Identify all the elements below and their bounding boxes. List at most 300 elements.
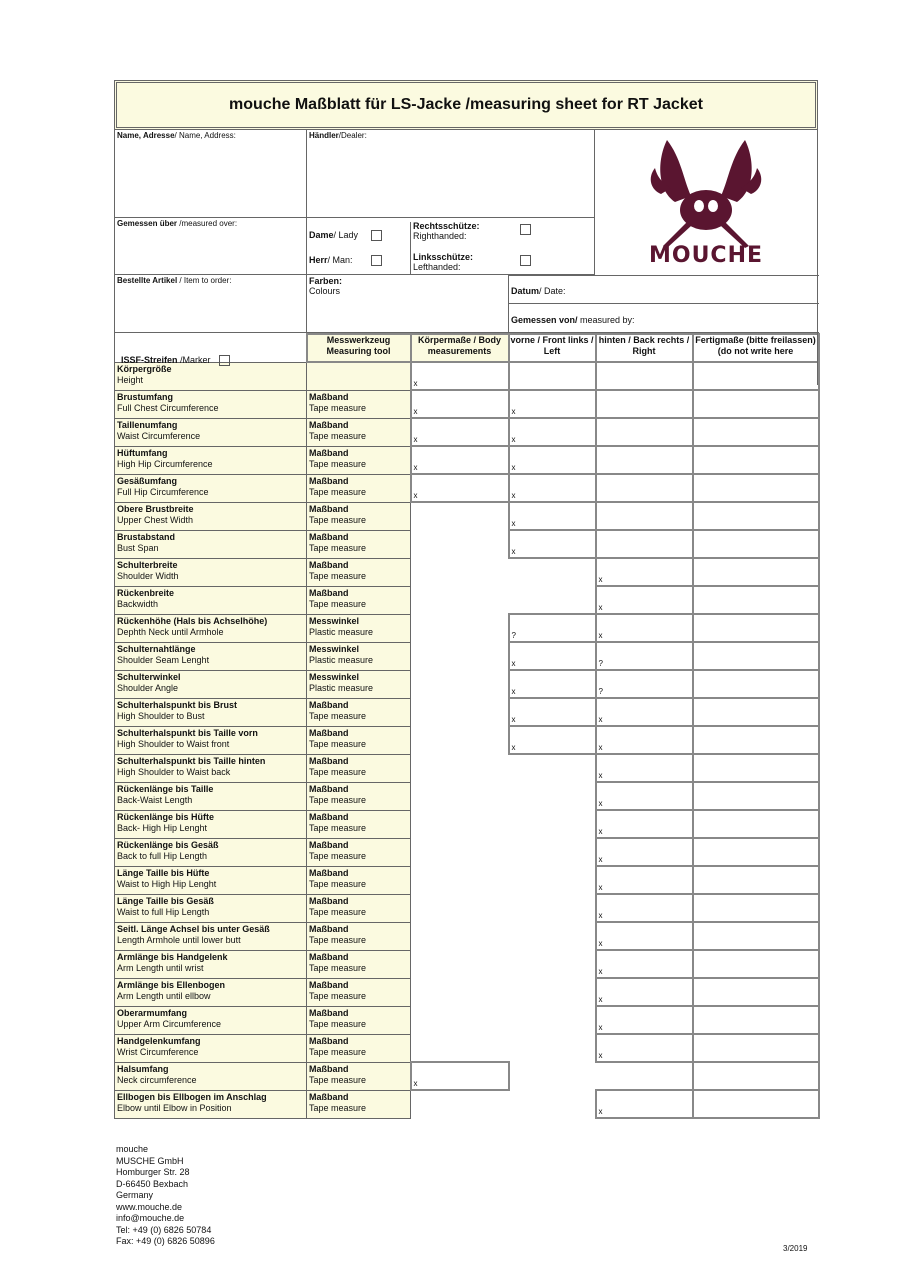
measurement-name-de: Rückenbreite [117, 587, 175, 598]
empty-cell [509, 1034, 596, 1062]
tool-name-en: Tape measure [309, 1074, 367, 1085]
measurement-name-de: Schulterhalspunkt bis Taille hinten [117, 755, 266, 766]
measurement-label [115, 1062, 307, 1090]
empty-cell [509, 754, 596, 782]
input-hint: x [511, 435, 516, 444]
right-handed-checkbox[interactable] [520, 224, 531, 235]
back-measurement-input[interactable] [596, 726, 693, 754]
marker-header [115, 333, 307, 385]
front-measurement-input[interactable] [509, 530, 596, 558]
body-measurement-input[interactable] [411, 474, 509, 502]
empty-cell [411, 670, 509, 698]
input-hint: ? [598, 659, 603, 668]
measuring-sheet [114, 80, 818, 1119]
measurement-label [115, 642, 307, 670]
tool-name-de: Maßband [309, 559, 349, 570]
name-field[interactable] [115, 130, 307, 218]
input-hint: x [511, 659, 516, 668]
tool-name-de: Maßband [309, 475, 349, 486]
back-measurement-input[interactable] [596, 530, 693, 558]
input-hint: x [413, 1079, 418, 1088]
tool-name-de: Maßband [309, 839, 349, 850]
input-hint: x [598, 1023, 603, 1032]
measurements-table [114, 333, 820, 1119]
measurement-name-de: Taillenumfang [117, 419, 178, 430]
front-measurement-input[interactable] [509, 362, 596, 390]
tool-name-en: Plastic measure [309, 654, 374, 665]
measurement-name-de: Gesäßumfang [117, 475, 178, 486]
back-measurement-input[interactable] [596, 474, 693, 502]
input-hint: x [598, 883, 603, 892]
tool-name-de: Maßband [309, 391, 349, 402]
back-measurement-input[interactable] [596, 502, 693, 530]
measurement-name-en: Dephth Neck until Armhole [117, 626, 224, 637]
tool-name-de: Maßband [309, 923, 349, 934]
table-row [115, 922, 819, 950]
finished-measurement-input[interactable] [693, 782, 819, 810]
tool-name-en: Plastic measure [309, 682, 374, 693]
finished-measurement-input[interactable] [693, 1006, 819, 1034]
measuring-tool [307, 474, 411, 502]
name-label-en: / Name, Address: [174, 131, 236, 140]
input-hint: x [511, 519, 516, 528]
input-hint: x [413, 407, 418, 416]
table-row [115, 558, 819, 586]
finished-measurement-input[interactable] [693, 894, 819, 922]
input-hint: x [598, 799, 603, 808]
empty-cell [509, 922, 596, 950]
back-measurement-input[interactable] [596, 1090, 693, 1118]
measurement-name-de: Körpergröße [117, 363, 172, 374]
measurement-name-en: High Hip Circumference [117, 458, 213, 469]
measuring-tool [307, 950, 411, 978]
back-measurement-input[interactable] [596, 418, 693, 446]
address-line: D-66450 Bexbach [116, 1178, 189, 1189]
finished-measurement-input[interactable] [693, 922, 819, 950]
measurement-name-de: Länge Taille bis Hüfte [117, 867, 210, 878]
lady-label-en: / Lady [333, 230, 359, 240]
measuring-tool [307, 670, 411, 698]
front-measurement-input[interactable] [509, 446, 596, 474]
measurement-name-en: Height [117, 374, 144, 385]
empty-cell [411, 1006, 509, 1034]
tool-name-de: Maßband [309, 699, 349, 710]
lady-option[interactable] [307, 222, 411, 246]
finished-measurement-input[interactable] [693, 978, 819, 1006]
back-measurement-input[interactable] [596, 894, 693, 922]
measurement-name-de: Länge Taille bis Gesäß [117, 895, 214, 906]
measurement-name-en: Bust Span [117, 542, 159, 553]
dealer-field[interactable] [307, 130, 595, 218]
table-row [115, 642, 819, 670]
input-hint: x [598, 715, 603, 724]
measuring-tool [307, 642, 411, 670]
measuring-tool [307, 1006, 411, 1034]
measuring-tool [307, 586, 411, 614]
tool-name-de: Maßband [309, 895, 349, 906]
table-row [115, 1034, 819, 1062]
front-measurement-input[interactable] [509, 474, 596, 502]
table-row [115, 502, 819, 530]
input-hint: x [598, 631, 603, 640]
measuring-tool [307, 838, 411, 866]
measurement-name-de: Seitl. Länge Achsel bis unter Gesäß [117, 923, 270, 934]
finished-measurement-input[interactable] [693, 614, 819, 642]
table-row [115, 698, 819, 726]
tool-name-en: Tape measure [309, 542, 367, 553]
empty-cell [509, 810, 596, 838]
mouche-logo [595, 130, 817, 270]
finished-measurement-input[interactable] [693, 810, 819, 838]
finished-measurement-input[interactable] [693, 418, 819, 446]
tool-name-en: Tape measure [309, 458, 367, 469]
front-measurement-input[interactable] [509, 670, 596, 698]
back-measurement-input[interactable] [596, 446, 693, 474]
tool-name-de: Maßband [309, 979, 349, 990]
finished-measurement-input[interactable] [693, 558, 819, 586]
measurement-name-de: Rückenlänge bis Gesäß [117, 839, 219, 850]
front-measurement-input[interactable] [509, 642, 596, 670]
back-measurement-input[interactable] [596, 782, 693, 810]
measurement-name-de: Halsumfang [117, 1063, 169, 1074]
input-hint: x [598, 911, 603, 920]
measurement-name-de: Armlänge bis Ellenbogen [117, 979, 226, 990]
tool-name-en: Tape measure [309, 794, 367, 805]
back-measurement-input[interactable] [596, 362, 693, 390]
tool-name-de: Maßband [309, 783, 349, 794]
table-row [115, 726, 819, 754]
measurement-rows [115, 362, 819, 1118]
tool-name-en: Tape measure [309, 570, 367, 581]
col-tool: Messwerkzeug Measuring tool [307, 334, 411, 362]
finished-measurement-input[interactable] [693, 474, 819, 502]
measurement-name-de: Ellbogen bis Ellbogen im Anschlag [117, 1091, 267, 1102]
man-checkbox[interactable] [371, 255, 382, 266]
table-row [115, 390, 819, 418]
front-measurement-input[interactable] [509, 614, 596, 642]
left-handed-option[interactable] [411, 246, 595, 275]
empty-cell [509, 978, 596, 1006]
finished-measurement-input[interactable] [693, 1090, 819, 1118]
back-measurement-input[interactable] [596, 838, 693, 866]
tool-name-de: Maßband [309, 1063, 349, 1074]
item-label-en: / Item to order: [179, 276, 232, 285]
measuring-tool [307, 922, 411, 950]
tool-name-en: Tape measure [309, 710, 367, 721]
tool-name-en: Tape measure [309, 1018, 367, 1029]
measurement-label [115, 922, 307, 950]
empty-cell [411, 782, 509, 810]
finished-measurement-input[interactable] [693, 390, 819, 418]
tool-name-en: Plastic measure [309, 626, 374, 637]
tool-name-en: Tape measure [309, 962, 367, 973]
finished-measurement-input[interactable] [693, 754, 819, 782]
measurement-name-de: Armlänge bis Handgelenk [117, 951, 228, 962]
input-hint: x [511, 687, 516, 696]
measurement-label [115, 586, 307, 614]
measurement-name-en: Wrist Circumference [117, 1046, 199, 1057]
measurement-name-de: Rückenhöhe (Hals bis Achselhöhe) [117, 615, 268, 626]
back-measurement-input[interactable] [596, 390, 693, 418]
empty-cell [509, 1062, 596, 1090]
measurement-name-de: Schulterhalspunkt bis Brust [117, 699, 238, 710]
tool-name-en: Tape measure [309, 990, 367, 1001]
body-measurement-input[interactable] [411, 1062, 509, 1090]
back-measurement-input[interactable] [596, 866, 693, 894]
measuring-tool [307, 726, 411, 754]
table-row [115, 782, 819, 810]
finished-measurement-input[interactable] [693, 530, 819, 558]
back-measurement-input[interactable] [596, 950, 693, 978]
sheet-title: mouche Maßblatt für LS-Jacke /measuring sheet for RT Jacket [114, 80, 818, 130]
name-label: Name, Adresse [117, 131, 175, 140]
body-measurement-input[interactable] [411, 362, 509, 390]
input-hint: x [511, 743, 516, 752]
empty-cell [596, 1062, 693, 1090]
empty-cell [411, 502, 509, 530]
finished-measurement-input[interactable] [693, 838, 819, 866]
back-measurement-input[interactable] [596, 614, 693, 642]
table-row [115, 838, 819, 866]
measuring-tool [307, 1034, 411, 1062]
measuring-tool [307, 418, 411, 446]
address-line: Tel: +49 (0) 6826 50784 [116, 1224, 212, 1235]
input-hint: x [598, 827, 603, 836]
body-measurement-input[interactable] [411, 446, 509, 474]
tool-name-de: Maßband [309, 951, 349, 962]
finished-measurement-input[interactable] [693, 642, 819, 670]
measurement-name-en: High Shoulder to Waist front [117, 738, 230, 749]
back-measurement-input[interactable] [596, 754, 693, 782]
table-row [115, 418, 819, 446]
measurement-name-en: Upper Chest Width [117, 514, 194, 525]
empty-cell [411, 558, 509, 586]
measurement-label [115, 866, 307, 894]
table-row [115, 474, 819, 502]
measuring-tool [307, 558, 411, 586]
tool-name-de: Maßband [309, 419, 349, 430]
tool-name-en: Tape measure [309, 598, 367, 609]
empty-cell [411, 866, 509, 894]
tool-name-de: Maßband [309, 587, 349, 598]
back-measurement-input[interactable] [596, 1034, 693, 1062]
finished-measurement-input[interactable] [693, 502, 819, 530]
measurement-label [115, 390, 307, 418]
measurement-label [115, 614, 307, 642]
address-line: Germany [116, 1190, 154, 1200]
tool-name-de: Messwinkel [309, 671, 360, 682]
tool-name-en: Tape measure [309, 766, 367, 777]
measurement-name-en: Back- High Hip Lenght [117, 822, 208, 833]
tool-name-de: Maßband [309, 727, 349, 738]
empty-cell [411, 614, 509, 642]
tool-name-de: Maßband [309, 755, 349, 766]
date-field[interactable] [509, 275, 819, 304]
measurement-label [115, 418, 307, 446]
measured-over-field[interactable] [115, 218, 307, 275]
empty-cell [411, 894, 509, 922]
measurement-name-de: Rückenlänge bis Taille [117, 783, 214, 794]
measuring-tool [307, 782, 411, 810]
left-label-en: Lefthanded: [413, 262, 461, 272]
marker-checkbox[interactable] [219, 355, 230, 366]
input-hint: x [598, 1107, 603, 1116]
measurement-name-de: Schulternahtlänge [117, 643, 196, 654]
colours-label-en: Colours [309, 286, 341, 296]
measurement-label [115, 726, 307, 754]
measurement-name-en: Elbow until Elbow in Position [117, 1102, 232, 1113]
back-measurement-input[interactable] [596, 670, 693, 698]
man-option[interactable] [307, 246, 411, 275]
front-measurement-input[interactable] [509, 390, 596, 418]
finished-measurement-input[interactable] [693, 1034, 819, 1062]
finished-measurement-input[interactable] [693, 950, 819, 978]
measurement-name-de: Hüftumfang [117, 447, 168, 458]
body-measurement-input[interactable] [411, 418, 509, 446]
item-field[interactable] [115, 275, 307, 333]
tool-name-de: Messwinkel [309, 643, 360, 654]
measurement-label [115, 810, 307, 838]
measurement-label [115, 1034, 307, 1062]
tool-name-en: Tape measure [309, 878, 367, 889]
input-hint: x [413, 463, 418, 472]
right-label: Rechtsschütze: [413, 221, 480, 231]
company-address [116, 1144, 215, 1248]
input-hint: x [413, 379, 418, 388]
marker-label: ISSF-Streifen [121, 355, 178, 365]
back-measurement-input[interactable] [596, 586, 693, 614]
measurement-name-en: Waist to full Hip Length [117, 906, 210, 917]
empty-cell [509, 894, 596, 922]
measurement-name-de: Brustumfang [117, 391, 173, 402]
finished-measurement-input[interactable] [693, 670, 819, 698]
version-label: 3/2019 [783, 1244, 808, 1253]
measuring-tool [307, 866, 411, 894]
empty-cell [411, 810, 509, 838]
measuring-tool [307, 502, 411, 530]
input-hint: x [511, 715, 516, 724]
empty-cell [411, 978, 509, 1006]
empty-cell [509, 1006, 596, 1034]
date-label-en: / Date: [539, 286, 566, 296]
measuring-tool [307, 446, 411, 474]
marker-label-en: /Marker [180, 355, 211, 365]
tool-name-de: Messwinkel [309, 615, 360, 626]
measurement-label [115, 1090, 307, 1118]
tool-name-en: Tape measure [309, 486, 367, 497]
measurement-label [115, 670, 307, 698]
front-measurement-input[interactable] [509, 726, 596, 754]
dealer-label-en: /Dealer: [338, 131, 367, 140]
measurement-name-en: Shoulder Seam Lenght [117, 654, 210, 665]
back-measurement-input[interactable] [596, 1006, 693, 1034]
back-measurement-input[interactable] [596, 642, 693, 670]
tool-name-de: Maßband [309, 867, 349, 878]
tool-name-en: Tape measure [309, 738, 367, 749]
measurement-name-de: Brustabstand [117, 531, 176, 542]
front-measurement-input[interactable] [509, 698, 596, 726]
finished-measurement-input[interactable] [693, 866, 819, 894]
finished-measurement-input[interactable] [693, 726, 819, 754]
tool-name-en: Tape measure [309, 906, 367, 917]
measurement-name-en: Waist to High Hip Lenght [117, 878, 217, 889]
measured-by-field[interactable] [509, 304, 819, 333]
left-handed-checkbox[interactable] [520, 255, 531, 266]
measurement-name-en: Waist Circumference [117, 430, 201, 441]
lady-checkbox[interactable] [371, 230, 382, 241]
input-hint: x [511, 547, 516, 556]
empty-cell [509, 1090, 596, 1118]
finished-measurement-input[interactable] [693, 586, 819, 614]
table-row [115, 978, 819, 1006]
right-handed-option[interactable] [411, 218, 595, 246]
dealer-label: Händler [309, 131, 339, 140]
measuring-tool [307, 1090, 411, 1118]
date-label: Datum [511, 286, 540, 296]
empty-cell [411, 530, 509, 558]
table-row [115, 866, 819, 894]
man-label-en: / Man: [327, 255, 353, 265]
finished-measurement-input[interactable] [693, 1062, 819, 1090]
measurement-name-en: Arm Length until wrist [117, 962, 204, 973]
measurement-label [115, 838, 307, 866]
measurement-name-en: Full Hip Circumference [117, 486, 209, 497]
tool-name-en: Tape measure [309, 430, 367, 441]
address-line: MUSCHE GmbH [116, 1155, 184, 1166]
back-measurement-input[interactable] [596, 810, 693, 838]
man-label: Herr [309, 255, 328, 265]
measuring-tool [307, 1062, 411, 1090]
empty-cell [411, 642, 509, 670]
left-label: Linksschütze: [413, 252, 474, 262]
empty-cell [411, 754, 509, 782]
measurement-label [115, 1006, 307, 1034]
table-row [115, 810, 819, 838]
table-row [115, 1062, 819, 1090]
finished-measurement-input[interactable] [693, 362, 819, 390]
measurement-name-de: Schulterhalspunkt bis Taille vorn [117, 727, 258, 738]
back-measurement-input[interactable] [596, 922, 693, 950]
measuring-tool [307, 698, 411, 726]
tool-name-de: Maßband [309, 1035, 349, 1046]
empty-cell [411, 922, 509, 950]
measurement-name-en: Back-Waist Length [117, 794, 193, 805]
tool-name-en: Tape measure [309, 514, 367, 525]
address-line: mouche [116, 1144, 149, 1154]
finished-measurement-input[interactable] [693, 446, 819, 474]
tool-name-de: Maßband [309, 503, 349, 514]
back-measurement-input[interactable] [596, 978, 693, 1006]
finished-measurement-input[interactable] [693, 698, 819, 726]
tool-name-en: Tape measure [309, 1102, 367, 1113]
tool-name-de: Maßband [309, 1007, 349, 1018]
empty-cell [411, 698, 509, 726]
measurement-label [115, 558, 307, 586]
back-measurement-input[interactable] [596, 698, 693, 726]
empty-cell [509, 586, 596, 614]
front-measurement-input[interactable] [509, 418, 596, 446]
table-row [115, 586, 819, 614]
front-measurement-input[interactable] [509, 502, 596, 530]
input-hint: x [598, 603, 603, 612]
input-hint: x [598, 1051, 603, 1060]
measurement-name-en: Arm Length until ellbow [117, 990, 211, 1001]
measuring-tool [307, 390, 411, 418]
input-hint: x [598, 771, 603, 780]
colours-field[interactable] [307, 275, 509, 333]
back-measurement-input[interactable] [596, 558, 693, 586]
body-measurement-input[interactable] [411, 390, 509, 418]
